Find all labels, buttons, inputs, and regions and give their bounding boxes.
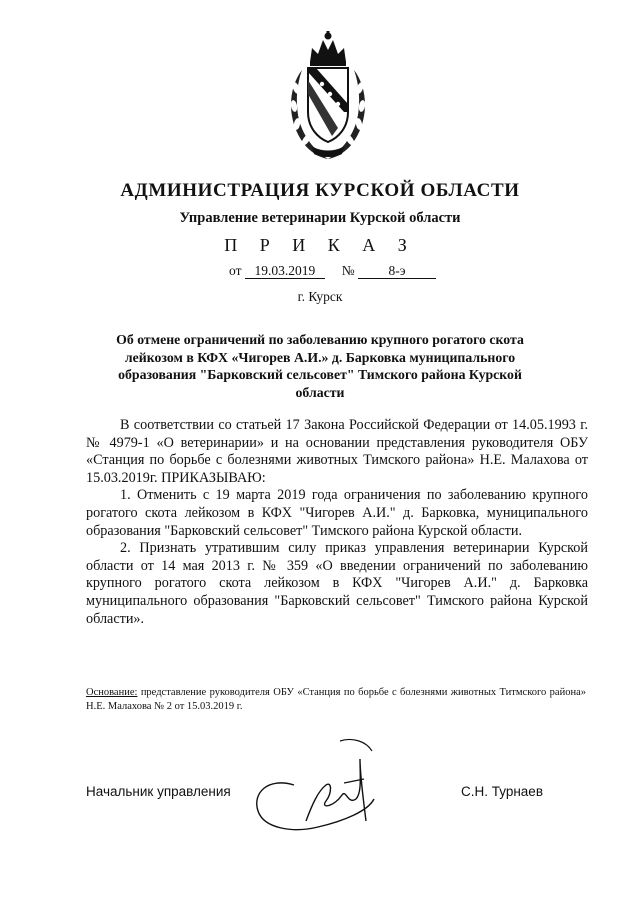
body-paragraph-2: 1. Отменить с 19 марта 2019 года ограничения по заболеванию крупного рогатого скота лейкозом в КФХ "Чигорев А.И." д. Барковка, муниципального образования "Барковский сельсовет" Тимского района Курской области.	[86, 487, 588, 539]
basis-label: Основание:	[86, 687, 138, 698]
basis-note	[86, 686, 586, 714]
signatory-name: С.Н. Турнаев	[461, 784, 543, 799]
document-body	[86, 417, 588, 628]
order-number: 8-э	[358, 264, 436, 279]
basis-text: представление руководителя ОБУ «Станция по борьбе с болезнями животных Титмского района» Н.Е. Малахова № 2 от 15.03.2019 г.	[86, 687, 586, 712]
handwritten-signature	[248, 735, 388, 835]
order-heading: П Р И К А З	[224, 235, 416, 255]
document-title: Об отмене ограничений по заболеванию крупного рогатого скота лейкозом в КФХ «Чигорев А.И.» д. Барковка муниципального образования "Барковский сельсовет" Тимского района Курской области	[116, 332, 524, 400]
body-paragraph-3: 2. Признать утратившим силу приказ управления ветеринарии Курской области от 14 мая 2013 г. № 359 «О введении ограничений по заболеванию крупного рогатого скота лейкозом в КФХ "Чигорев А.И." д. Барковка муниципального образования "Барковский сельсовет" Тимского района Курской области».	[86, 540, 588, 627]
signatory-position: Начальник управления	[86, 784, 231, 799]
order-date-number-line	[229, 263, 436, 279]
number-prefix: №	[341, 263, 355, 278]
body-paragraph-1: В соответствии со статьей 17 Закона Российской Федерации от 14.05.1993 г. № 4979-1 «О ветеринарии» и на основании представления руководителя ОБУ «Станция по борьбе с болезнями животных Тимского района» Н.Е. Малахова от 15.03.2019г. ПРИКАЗЫВАЮ:	[86, 417, 588, 486]
date-prefix: от	[229, 263, 242, 278]
coat-of-arms-emblem	[282, 28, 374, 168]
organization-name: АДМИНИСТРАЦИЯ КУРСКОЙ ОБЛАСТИ	[120, 180, 520, 201]
city: г. Курск	[297, 289, 343, 304]
department-name: Управление ветеринарии Курской области	[179, 210, 461, 226]
order-date: 19.03.2019	[245, 264, 325, 279]
